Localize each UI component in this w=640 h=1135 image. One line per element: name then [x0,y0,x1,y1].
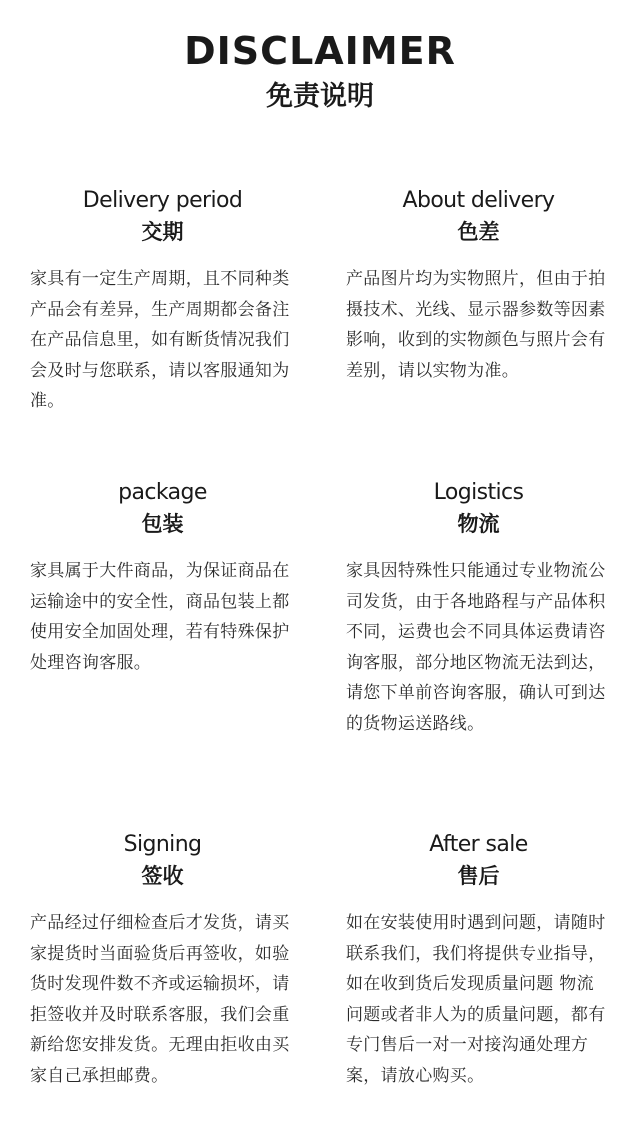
section-heading [346,830,611,892]
section-delivery-period [30,186,295,417]
section-body: 家具因特殊性只能通过专业物流公司发货，由于各地路程与产品体积不同，运费也会不同具体运费请咨询客服，部分地区物流无法到达，请您下单前咨询客服，确认可到达的货物运送路线。 [346,561,606,734]
section-title-zh: 包装 [141,512,184,536]
section-title-en: package [118,480,207,505]
section-after-sale [346,830,611,1091]
section-package [30,478,295,678]
section-body: 如在安装使用时遇到问题，请随时联系我们，我们将提供专业指导，如在收到货后发现质量问题 物流问题或者非人为的质量问题，都有专门售后一对一对接沟通处理方案，请放心购买。 [346,913,606,1086]
section-title-zh: 售后 [457,864,500,888]
section-logistics [346,478,611,739]
section-body: 家具有一定生产周期，且不同种类产品会有差异，生产周期都会备注在产品信息里，如有断货情况我们会及时与您联系，请以客服通知为准。 [30,269,290,411]
section-body: 家具属于大件商品，为保证商品在运输途中的安全性，商品包装上都使用安全加固处理，若有特殊保护处理咨询客服。 [30,561,290,673]
disclaimer-header [0,28,640,116]
section-title-zh: 交期 [141,220,184,244]
section-title-en: After sale [429,832,528,857]
section-body: 产品图片均为实物照片，但由于拍摄技术、光线、显示器参数等因素影响，收到的实物颜色与照片会有差别，请以实物为准。 [346,269,606,381]
section-heading [30,830,295,892]
section-signing [30,830,295,1091]
section-heading [346,478,611,540]
section-about-delivery [346,186,611,386]
section-body: 产品经过仔细检查后才发货，请买家提货时当面验货后再签收，如验货时发现件数不齐或运输损坏，请拒签收并及时联系客服，我们会重新给您安排发货。无理由拒收由买家自己承担邮费。 [30,913,290,1086]
section-title-zh: 物流 [457,512,500,536]
section-title-zh: 签收 [141,864,184,888]
page-title: DISCLAIMER [184,29,456,73]
page-subtitle: 免责说明 [266,81,374,112]
section-title-en: Logistics [433,480,524,505]
section-title-en: About delivery [402,188,555,213]
section-heading [346,186,611,248]
section-heading [30,186,295,248]
section-title-en: Delivery period [82,188,243,213]
section-heading [30,478,295,540]
section-title-zh: 色差 [457,220,500,244]
section-title-en: Signing [123,832,202,857]
